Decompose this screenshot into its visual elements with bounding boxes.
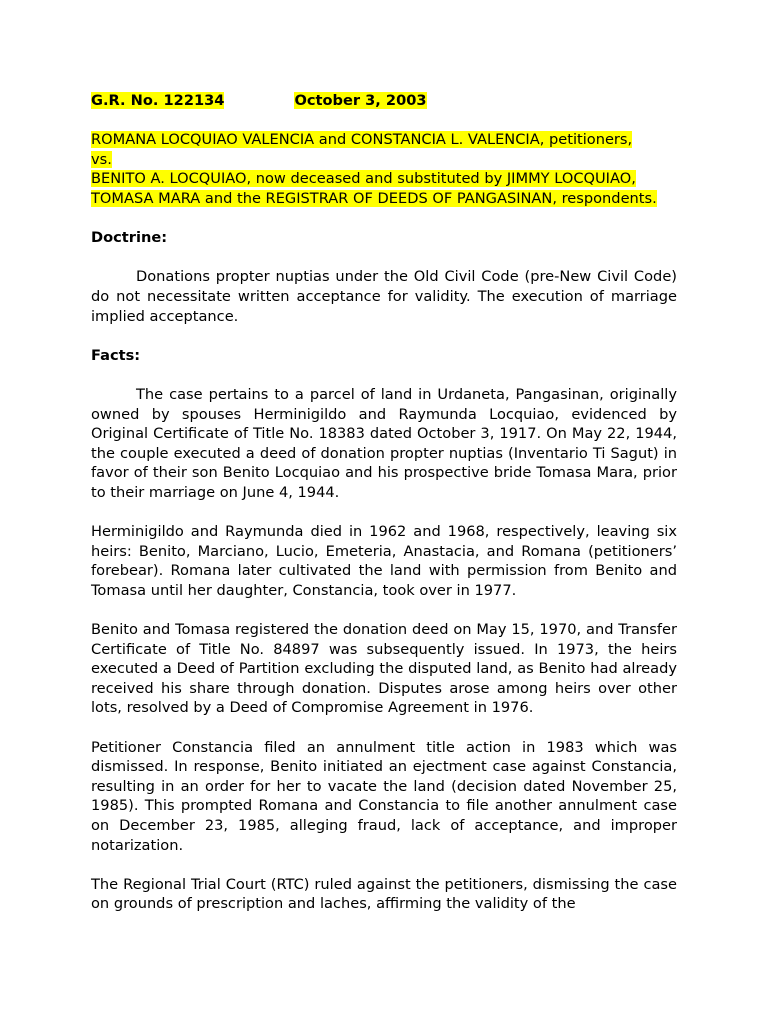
doctrine-heading: Doctrine: xyxy=(91,229,168,247)
petitioners: ROMANA LOCQUIAO VALENCIA and CONSTANCIA L. VALENCIA, petitioners, xyxy=(91,131,633,149)
facts-paragraph: Benito and Tomasa registered the donation deed on May 15, 1970, and Transfer Certificate of Title No. 84897 was subsequently issued. In 1973, the heirs executed a Deed of Partition excluding the disputed land, as Benito had already received his share through donation. Disputes arose among heirs over other lots, resolved by a Deed of Compromise Agreement in 1976. xyxy=(91,621,677,717)
doctrine-text: Donations propter nuptias under the Old Civil Code (pre-New Civil Code) do not necessitate written acceptance for validity. The execution of marriage implied acceptance. xyxy=(91,268,677,325)
facts-paragraph: The Regional Trial Court (RTC) ruled against the petitioners, dismissing the case on grounds of prescription and laches, affirming the validity of the xyxy=(91,875,677,913)
case-number: G.R. No. 122134 xyxy=(91,92,225,109)
facts-paragraph: Herminigildo and Raymunda died in 1962 and 1968, respectively, leaving six heirs: Benito, Marciano, Lucio, Emeteria, Anastacia, and Romana (petitioners’ forebear). Romana later cultivated the land with permission from Benito and Tomasa until her daughter, Constancia, took over in 1977. xyxy=(91,523,677,599)
case-header xyxy=(91,91,677,111)
facts-paragraph: Petitioner Constancia filed an annulment title action in 1983 which was dismissed. In response, Benito initiated an ejectment case against Constancia, resulting in an order for her to vacate the land (decision dated November 25, 1985). This prompted Romana and Constancia to file another annulment case on December 23, 1985, alleging fraud, lack of acceptance, and improper notarization. xyxy=(91,738,677,854)
versus: vs. xyxy=(91,150,112,168)
facts-paragraph: The case pertains to a parcel of land in Urdaneta, Pangasinan, originally owned by spouses Herminigildo and Raymunda Locquiao, evidenced by Original Certificate of Title No. 18383 dated October 3, 1917. On May 22, 1944, the couple executed a deed of donation propter nuptias (Inventario Ti Sagut) in favor of their son Benito Locquiao and his prospective bride Tomasa Mara, prior to their marriage on June 4, 1944. xyxy=(91,385,677,501)
document-page xyxy=(91,91,677,914)
facts-heading: Facts: xyxy=(91,346,141,364)
respondents: BENITO A. LOCQUIAO, now deceased and substituted by JIMMY LOCQUIAO, TOMASA MARA and the REGISTRAR OF DEEDS OF PANGASINAN, respondents. xyxy=(91,170,657,207)
case-date: October 3, 2003 xyxy=(294,92,427,109)
case-parties xyxy=(91,130,677,208)
